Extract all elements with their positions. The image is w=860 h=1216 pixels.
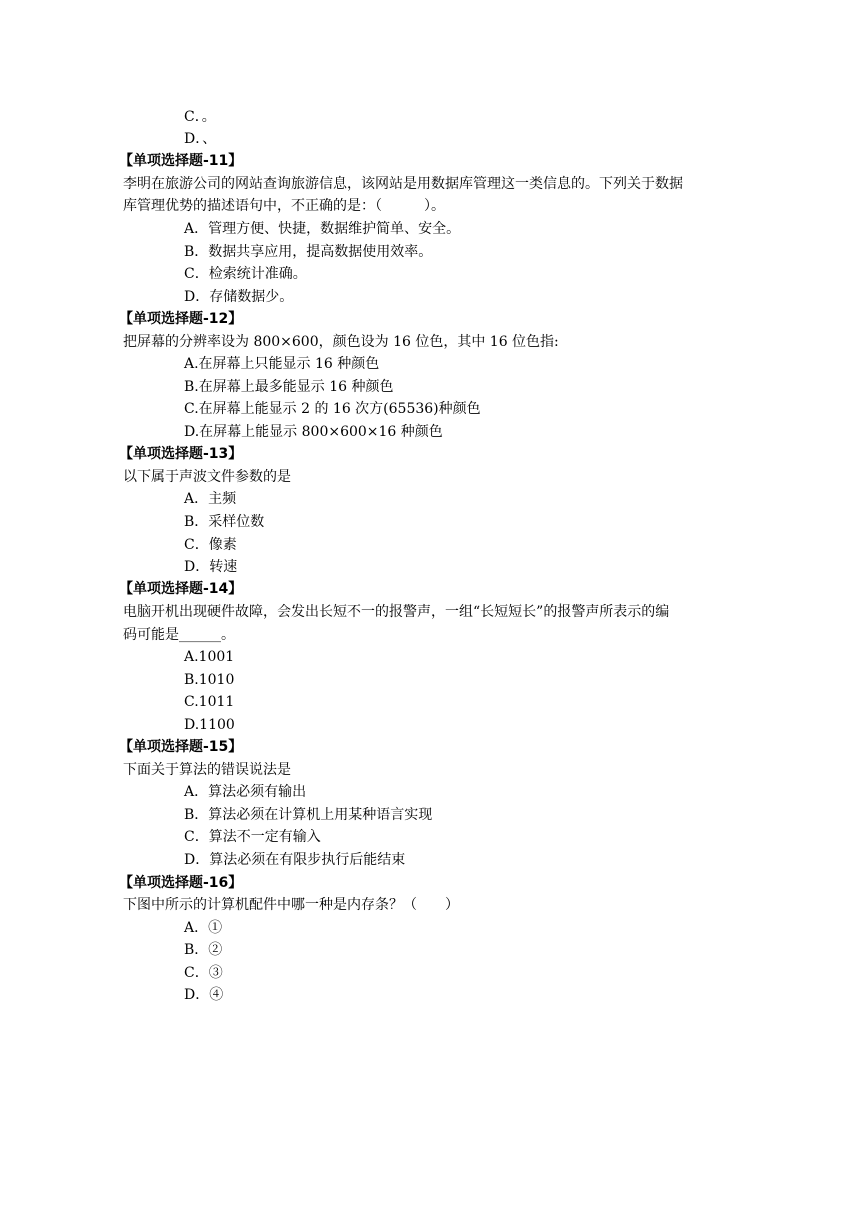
prev-option-d: D．、 <box>184 131 217 147</box>
question-heading: 【单项选择题-15】 <box>119 739 243 755</box>
question-stem: 码可能是______。 <box>123 627 235 643</box>
option-b: B．数据共享应用，提高数据使用效率。 <box>184 244 433 260</box>
question-stem: 下面关于算法的错误说法是 <box>123 762 291 778</box>
option-a: A．① <box>184 920 223 936</box>
option-a: A．管理方便、快捷，数据维护简单、安全。 <box>184 221 461 237</box>
question-stem: 以下属于声波文件参数的是 <box>123 469 291 485</box>
option-a: A.在屏幕上只能显示 16 种颜色 <box>184 356 380 372</box>
option-d: D．④ <box>184 987 224 1003</box>
option-c: C．算法不一定有输入 <box>184 829 321 845</box>
question-heading: 【单项选择题-16】 <box>119 875 243 891</box>
option-c: C.1011 <box>184 694 235 710</box>
option-d: D．转速 <box>184 559 238 575</box>
option-a: A．主频 <box>184 491 237 507</box>
option-a: A．算法必须有输出 <box>184 784 307 800</box>
option-a: A.1001 <box>184 649 235 665</box>
question-stem: 电脑开机出现硬件故障，会发出长短不一的报警声，一组“长短短长”的报警声所表示的编 <box>123 604 670 620</box>
option-b: B.1010 <box>184 672 235 688</box>
option-d: D．算法必须在有限步执行后能结束 <box>184 852 406 868</box>
option-b: B．算法必须在计算机上用某种语言实现 <box>184 807 433 823</box>
option-d: D.在屏幕上能显示 800×600×16 种颜色 <box>184 424 443 440</box>
question-heading: 【单项选择题-12】 <box>119 311 243 327</box>
option-d: D.1100 <box>184 717 235 733</box>
question-heading: 【单项选择题-11】 <box>119 153 243 169</box>
question-stem: 把屏幕的分辨率设为 800×600，颜色设为 16 位色，其中 16 位色指: <box>123 334 559 350</box>
question-heading: 【单项选择题-13】 <box>119 446 243 462</box>
option-d: D．存储数据少。 <box>184 289 294 305</box>
option-c: C．像素 <box>184 537 237 553</box>
question-stem: 库管理优势的描述语句中，不正确的是：（ ）。 <box>123 198 445 214</box>
prev-option-c: C．。 <box>184 109 216 125</box>
option-b: B.在屏幕上最多能显示 16 种颜色 <box>184 379 394 395</box>
option-b: B．② <box>184 942 223 958</box>
question-stem: 李明在旅游公司的网站查询旅游信息，该网站是用数据库管理这一类信息的。下列关于数据 <box>123 176 683 192</box>
option-c: C．检索统计准确。 <box>184 266 307 282</box>
option-c: C．③ <box>184 965 223 981</box>
question-stem: 下图中所示的计算机配件中哪一种是内存条？（ ） <box>123 897 459 913</box>
option-c: C.在屏幕上能显示 2 的 16 次方(65536)种颜色 <box>184 401 481 417</box>
question-heading: 【单项选择题-14】 <box>119 581 243 597</box>
option-b: B．采样位数 <box>184 514 265 530</box>
